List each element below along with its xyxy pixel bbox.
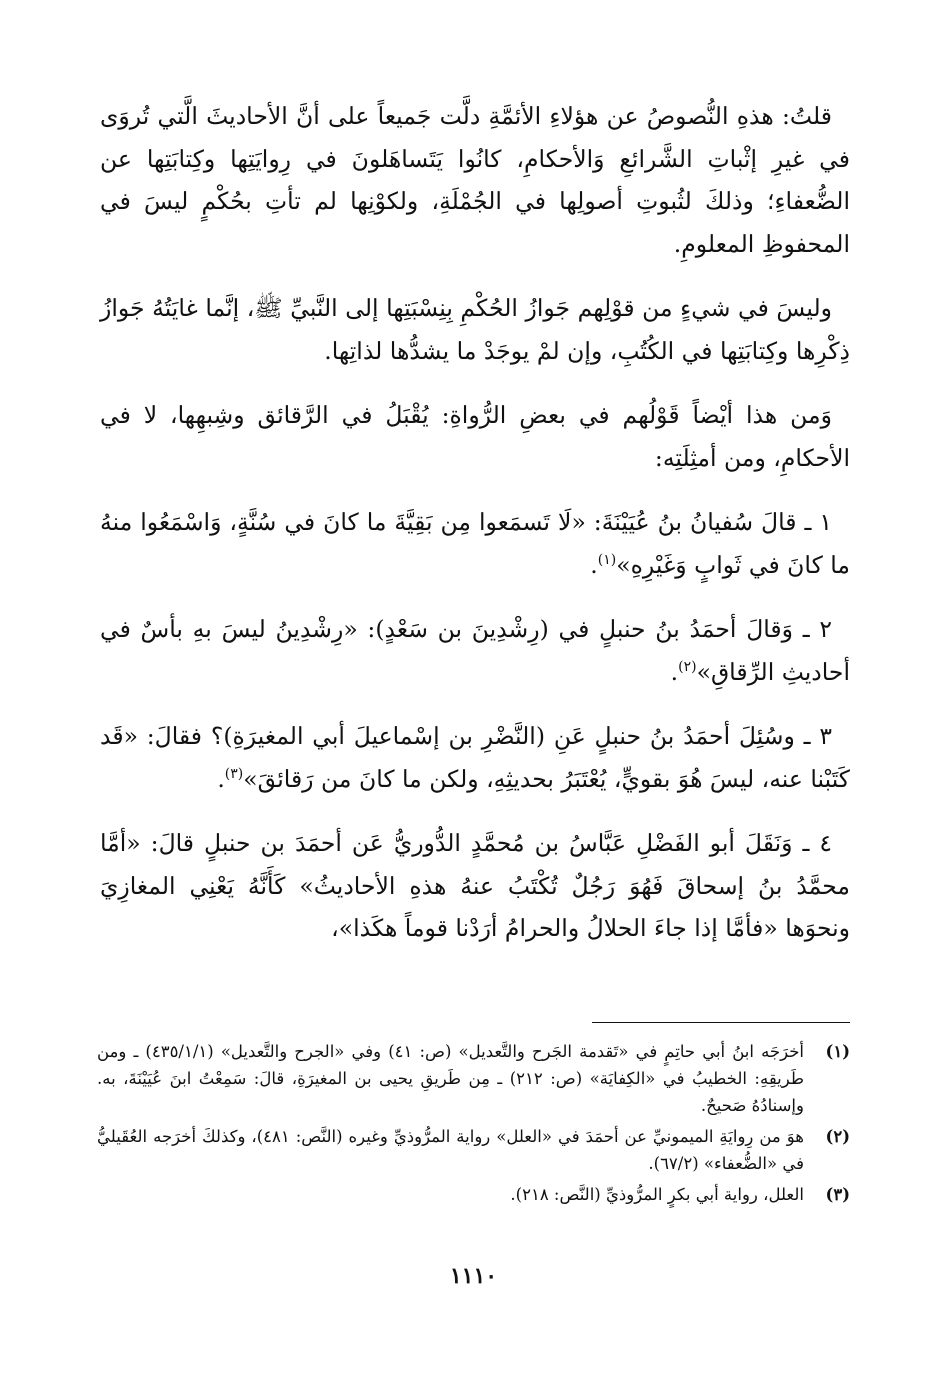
item-text: ١ ـ قالَ سُفيانُ بنُ عُيَيْنَةَ: «لَا تَسمَعوا مِن بَقِيَّةَ ما كانَ في سُنَّةٍ، وَاسْمَعُوا منهُ ما كانَ في ثَوابٍ وَغَيْرِهِ» [100, 508, 850, 579]
numbered-item-3 [100, 715, 850, 800]
footnote-3 [97, 1181, 850, 1208]
item-text: ٣ ـ وسُئِلَ أحمَدُ بنُ حنبلٍ عَنِ (النَّضْرِ بن إسْماعيلَ أبي المغيرَةِ)؟ فقالَ: «قَد كَتَبْنا عنه، ليسَ هُوَ بقويٍّ، يُعْتَبَرُ بحديثِهِ، ولكن ما كانَ من رَقائقَ» [100, 722, 850, 793]
paragraph-1: قلتُ: هذهِ النُّصوصُ عن هؤلاءِ الأئمَّةِ دلَّت جَميعاً على أنَّ الأحاديثَ الَّتي تُروَى في غيرِ إثْباتِ الشَّرائعِ وَالأحكامِ، كانُوا يَتَساهَلونَ في رِوايَتِها وكِتابَتِها عن الضُّعفاءِ؛ وذلكَ لثُبوتِ أصولِها في الجُمْلَةِ، ولكوْنِها لم تأتِ بحُكْمٍ ليسَ في المحفوظِ المعلومِ. [100, 102, 850, 258]
footnote-divider [592, 1022, 850, 1023]
numbered-item-4: ٤ ـ وَنَقَلَ أبو الفَضْلِ عَبَّاسُ بن مُحمَّدٍ الدُّوريُّ عَن أحمَدَ بن حنبلٍ قالَ: «أمَّا محمَّدُ بنُ إسحاقَ فَهُوَ رَجُلٌ تُكْتَبُ عنهُ هذهِ الأحاديثُ» كَأَنَّهُ يَعْنِي المغازِيَ ونحوَها «فأمَّا إذا جاءَ الحلالُ والحرامُ أرَدْنا قوماً هكَذا»، [100, 829, 850, 942]
footnotes-section [97, 1038, 850, 1212]
item-text: ٢ ـ وَقالَ أحمَدُ بنُ حنبلٍ في (رِشْدِينَ بن سَعْدٍ): «رِشْدِينُ ليسَ بهِ بأسٌ في أحاديثِ الرِّقاقِ» [100, 615, 850, 686]
page-number: ١١١٠ [449, 1263, 498, 1289]
item-end: . [670, 657, 679, 686]
footnote-2 [97, 1123, 850, 1177]
footnote-reference-3[interactable]: (٣) [224, 765, 244, 782]
footnote-number: (٢) [825, 1127, 850, 1146]
main-text [100, 95, 850, 972]
footnote-number: (١) [825, 1042, 850, 1061]
item-end: . [590, 550, 598, 579]
footnote-text: العلل، رواية أبي بكرٍ المرُّوذيِّ (النَّص: ٢١٨). [510, 1185, 804, 1204]
footnote-reference-2[interactable]: (٢) [678, 658, 697, 675]
footnote-text: أخرَجَه ابنُ أبي حاتِمٍ في «تَقدمة الجَرح والتَّعديل» (ص: ٤١) وفي «الجرح والتَّعديل» (٤٣٥/١/١) ـ ومن طَريقِهِ: الخطيبُ في «الكِفايَة» (ص: ٢١٢) ـ مِن طَريقِ يحيى بن المغيرَةِ، قالَ: سَمِعْتُ ابنَ عُيَيْنَةَ، به. وإسنادُهُ صَحيحٌ. [97, 1042, 805, 1115]
numbered-item-1 [100, 501, 850, 586]
item-end: . [217, 764, 225, 793]
numbered-item-2 [100, 608, 850, 693]
paragraph-2: وليسَ في شيءٍ من قوْلِهم جَوازُ الحُكْمِ بِنِسْبَتِها إلى النَّبيِّ ﷺ، إنَّما غايَتُهُ جَوازُ ذِكْرِها وكِتابَتِها في الكُتُبِ، وإن لمْ يوجَدْ ما يشدُّها لذاتِها. [100, 294, 850, 365]
footnote-number: (٣) [825, 1185, 850, 1204]
footnote-reference-1[interactable]: (١) [597, 551, 617, 568]
footnote-text: هوَ من رِوايَةِ الميمونيِّ عن أحمَدَ في «العلل» رواية المرُّوذيِّ وغيره (النَّص: ٤٨١)، وكذلكَ أخرَجه العُقَيليُّ في «الضُّعفاء» (٦٧/٢). [97, 1127, 804, 1173]
footnote-1 [97, 1038, 850, 1119]
paragraph-3: وَمن هذا أيْضاً قَوْلُهم في بعضِ الرُّواةِ: يُقْبَلُ في الرَّقائق وشِبهِها، لا في الأحكامِ، ومن أمثِلَتِه: [100, 401, 850, 472]
